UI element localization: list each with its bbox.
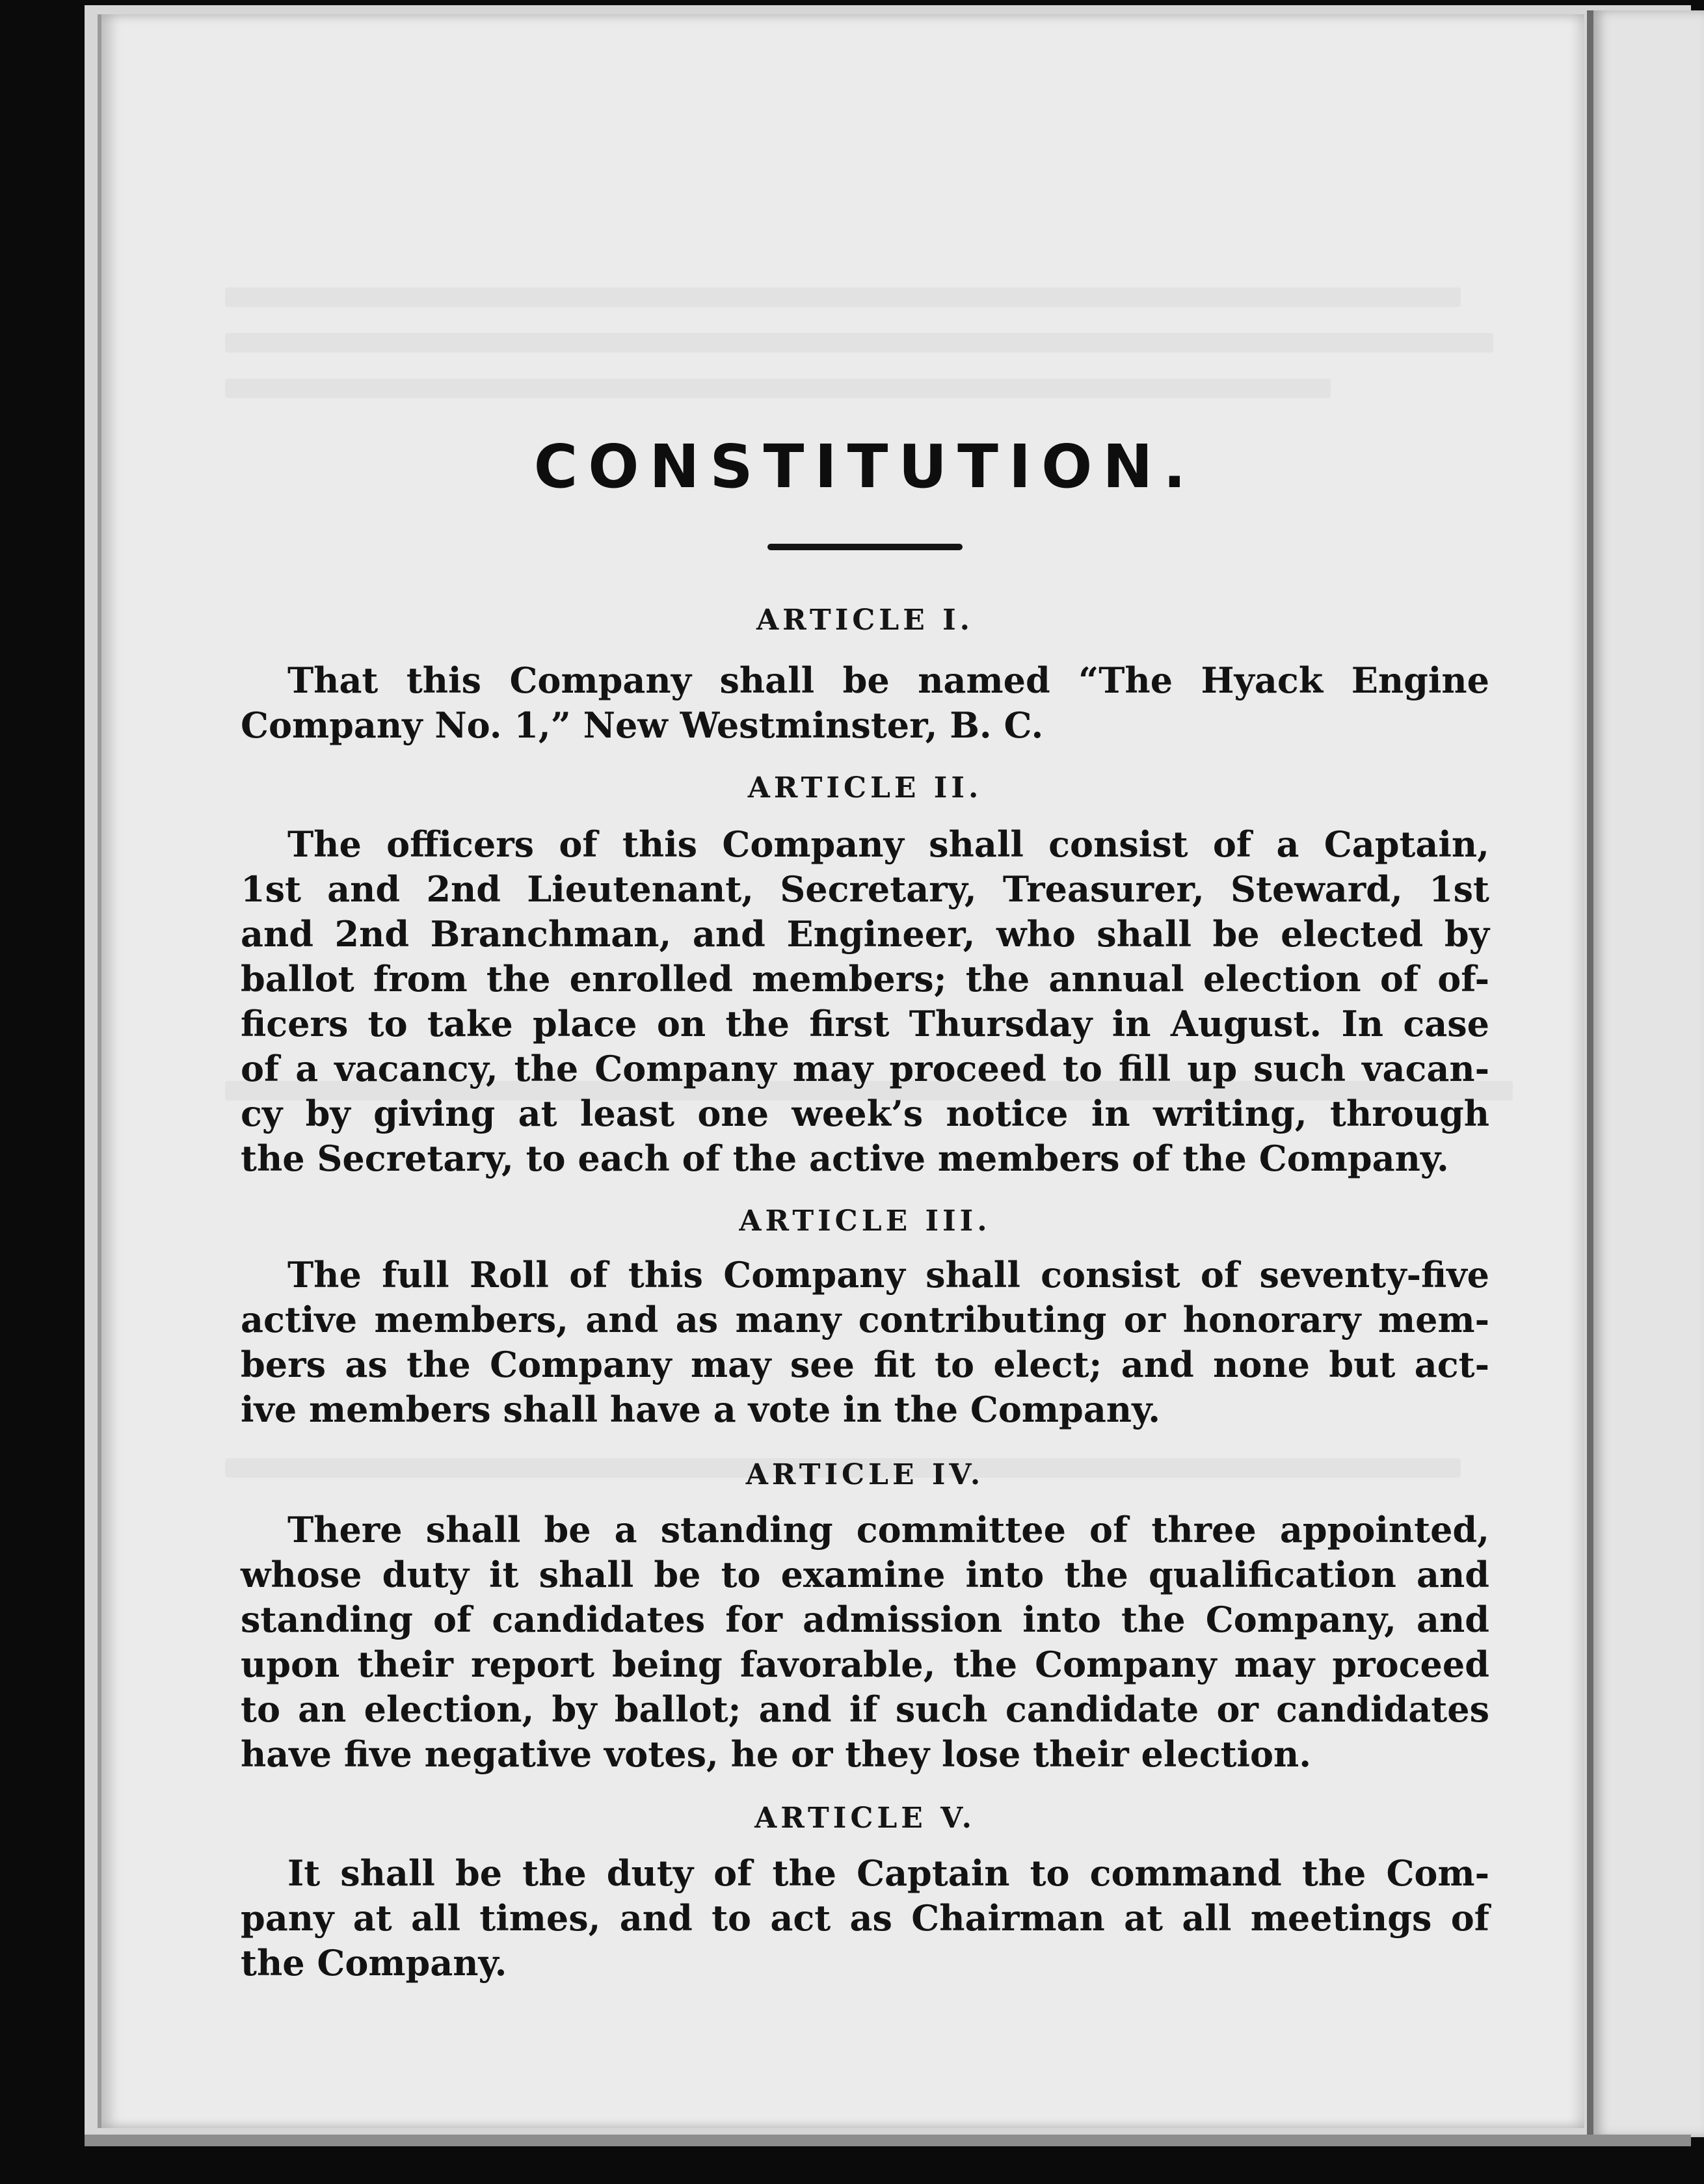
text-line: the Secretary, to each of the active members of the Company.: [241, 1138, 1449, 1179]
text-line: of a vacancy, the Company may proceed to fill up such vacan-: [241, 1048, 1489, 1089]
article-text: [241, 1508, 1489, 1777]
text-line: the Company.: [241, 1942, 507, 1984]
bleed-through: [225, 379, 1331, 398]
text-line: standing of candidates for admission into the Company, and: [241, 1599, 1489, 1640]
article-heading: ARTICLE I.: [756, 604, 974, 637]
page-title: CONSTITUTION.: [533, 432, 1197, 501]
adjacent-page-edge: [1587, 10, 1704, 2137]
text-line: It shall be the duty of the Captain to command the Com-: [287, 1852, 1489, 1894]
text-line: whose duty it shall be to examine into the qualification and: [241, 1554, 1489, 1595]
text-line: The officers of this Company shall consist of a Captain,: [287, 823, 1489, 865]
article-heading: ARTICLE II.: [747, 771, 983, 805]
page-bottom-edge: [85, 2135, 1691, 2146]
text-line: ive members shall have a vote in the Company.: [241, 1389, 1161, 1430]
text-line: have five negative votes, he or they lose their election.: [241, 1733, 1312, 1775]
text-line: bers as the Company may see fit to elect; and none but act-: [241, 1344, 1489, 1385]
article-heading: ARTICLE IV.: [745, 1458, 985, 1491]
article-heading: ARTICLE V.: [754, 1802, 976, 1835]
article-text: [241, 1851, 1489, 1986]
article-heading: ARTICLE III.: [739, 1205, 991, 1238]
article-text: [241, 822, 1489, 1181]
text-line: 1st and 2nd Lieutenant, Secretary, Treasurer, Steward, 1st: [241, 868, 1489, 910]
text-line: Company No. 1,” New Westminster, B. C.: [241, 704, 1044, 746]
bleed-through: [225, 333, 1493, 353]
title-divider: [767, 544, 963, 550]
text-line: to an election, by ballot; and if such candidate or candidates: [241, 1688, 1489, 1730]
text-line: and 2nd Branchman, and Engineer, who shall be elected by: [241, 913, 1489, 955]
text-line: There shall be a standing committee of three appointed,: [287, 1509, 1489, 1551]
text-line: upon their report being favorable, the Company may proceed: [241, 1644, 1489, 1685]
text-line: That this Company shall be named “The Hyack Engine: [287, 659, 1489, 701]
article-text: [241, 658, 1489, 748]
text-line: ficers to take place on the first Thursday in August. In case: [241, 1003, 1489, 1045]
text-line: cy by giving at least one week’s notice in writing, through: [241, 1093, 1489, 1134]
text-line: ballot from the enrolled members; the annual election of of-: [241, 958, 1489, 1000]
text-line: The full Roll of this Company shall consist of seventy-five: [287, 1254, 1489, 1296]
text-line: active members, and as many contributing or honorary mem-: [241, 1299, 1489, 1340]
text-line: pany at all times, and to act as Chairman at all meetings of: [241, 1897, 1489, 1939]
bleed-through: [225, 287, 1461, 307]
article-text: [241, 1253, 1489, 1432]
